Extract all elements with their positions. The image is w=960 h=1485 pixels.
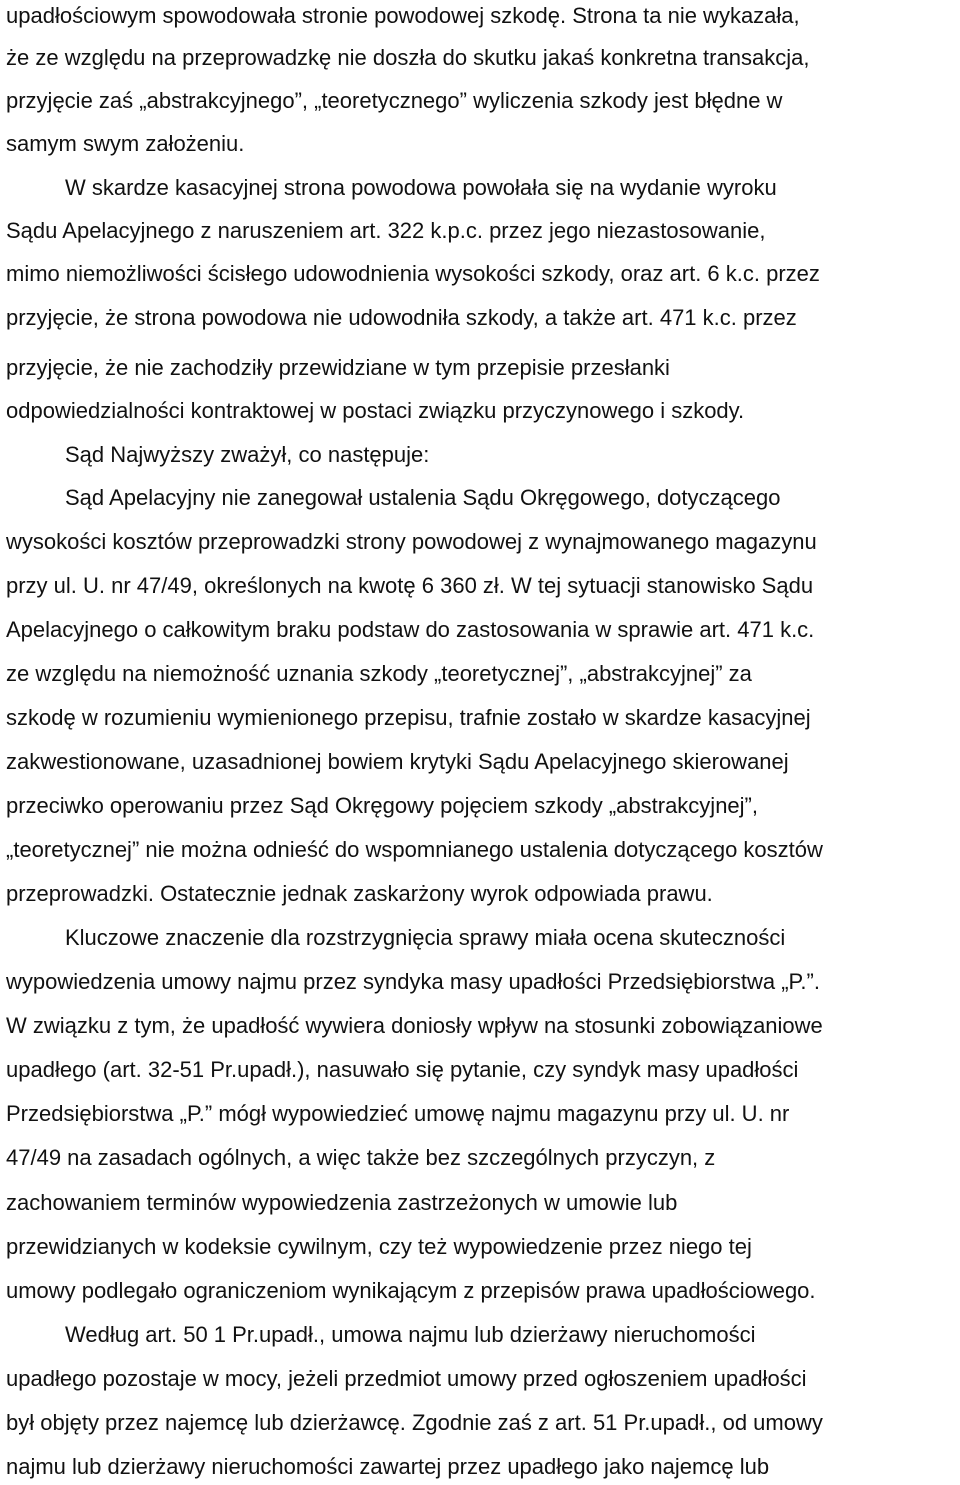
text-line: odpowiedzialności kontraktowej w postaci związku przyczynowego i szkody. — [6, 398, 745, 423]
text-line: samym swym założeniu. — [6, 131, 245, 156]
text-line: przeciwko operowaniu przez Sąd Okręgowy pojęciem szkody „abstrakcyjnej”, — [6, 793, 758, 818]
text-line: wysokości kosztów przeprowadzki strony powodowej z wynajmowanego magazynu — [6, 529, 817, 554]
text-line: przyjęcie zaś „abstrakcyjnego”, „teoretycznego” wyliczenia szkody jest błędne w — [6, 88, 783, 113]
text-line: 47/49 na zasadach ogólnych, a więc także bez szczególnych przyczyn, z — [6, 1145, 716, 1170]
text-line: przyjęcie, że nie zachodziły przewidziane w tym przepisie przesłanki — [6, 355, 670, 380]
paragraph-first-line: W skardze kasacyjnej strona powodowa powołała się na wydanie wyroku — [65, 175, 777, 200]
text-line: szkodę w rozumieniu wymienionego przepisu, trafnie zostało w skardze kasacyjnej — [6, 705, 811, 730]
text-line: upadłościowym spowodowała stronie powodowej szkodę. Strona ta nie wykazała, — [6, 3, 800, 28]
text-line: Apelacyjnego o całkowitym braku podstaw do zastosowania w sprawie art. 471 k.c. — [6, 617, 815, 642]
paragraph-first-line: Sąd Apelacyjny nie zanegował ustalenia Sądu Okręgowego, dotyczącego — [65, 485, 781, 510]
text-line: zachowaniem terminów wypowiedzenia zastrzeżonych w umowie lub — [6, 1190, 678, 1215]
text-line: upadłego pozostaje w mocy, jeżeli przedmiot umowy przed ogłoszeniem upadłości — [6, 1366, 807, 1391]
paragraph-first-line: Według art. 50 1 Pr.upadł., umowa najmu lub dzierżawy nieruchomości — [65, 1322, 756, 1347]
text-line: W związku z tym, że upadłość wywiera doniosły wpływ na stosunki zobowiązaniowe — [6, 1013, 823, 1038]
text-line: przyjęcie, że strona powodowa nie udowodniła szkody, a także art. 471 k.c. przez — [6, 305, 797, 330]
text-line: Przedsiębiorstwa „P.” mógł wypowiedzieć umowę najmu magazynu przy ul. U. nr — [6, 1101, 790, 1126]
paragraph-first-line: Kluczowe znaczenie dla rozstrzygnięcia sprawy miała ocena skuteczności — [65, 925, 786, 950]
text-line: że ze względu na przeprowadzkę nie doszła do skutku jakaś konkretna transakcja, — [6, 45, 810, 70]
text-line: był objęty przez najemcę lub dzierżawcę. Zgodnie zaś z art. 51 Pr.upadł., od umowy — [6, 1410, 823, 1435]
text-line: wypowiedzenia umowy najmu przez syndyka masy upadłości Przedsiębiorstwa „P.”. — [6, 969, 820, 994]
text-line: ze względu na niemożność uznania szkody „teoretycznej”, „abstrakcyjnej” za — [6, 661, 752, 686]
text-line: przewidzianych w kodeksie cywilnym, czy też wypowiedzenie przez niego tej — [6, 1234, 752, 1259]
text-line: najmu lub dzierżawy nieruchomości zawartej przez upadłego jako najemcę lub — [6, 1454, 770, 1479]
text-line: upadłego (art. 32-51 Pr.upadł.), nasuwało się pytanie, czy syndyk masy upadłości — [6, 1057, 799, 1082]
text-line: zakwestionowane, uzasadnionej bowiem krytyki Sądu Apelacyjnego skierowanej — [6, 749, 789, 774]
text-line: Sądu Apelacyjnego z naruszeniem art. 322 k.p.c. przez jego niezastosowanie, — [6, 218, 766, 243]
text-line: przy ul. U. nr 47/49, określonych na kwotę 6 360 zł. W tej sytuacji stanowisko Sądu — [6, 573, 814, 598]
section-heading: Sąd Najwyższy zważył, co następuje: — [65, 442, 430, 467]
text-line: umowy podlegało ograniczeniom wynikającym z przepisów prawa upadłościowego. — [6, 1278, 816, 1303]
text-line: mimo niemożliwości ścisłego udowodnienia wysokości szkody, oraz art. 6 k.c. przez — [6, 261, 820, 286]
text-line: przeprowadzki. Ostatecznie jednak zaskarżony wyrok odpowiada prawu. — [6, 881, 713, 906]
text-line: „teoretycznej” nie można odnieść do wspomnianego ustalenia dotyczącego kosztów — [6, 837, 823, 862]
